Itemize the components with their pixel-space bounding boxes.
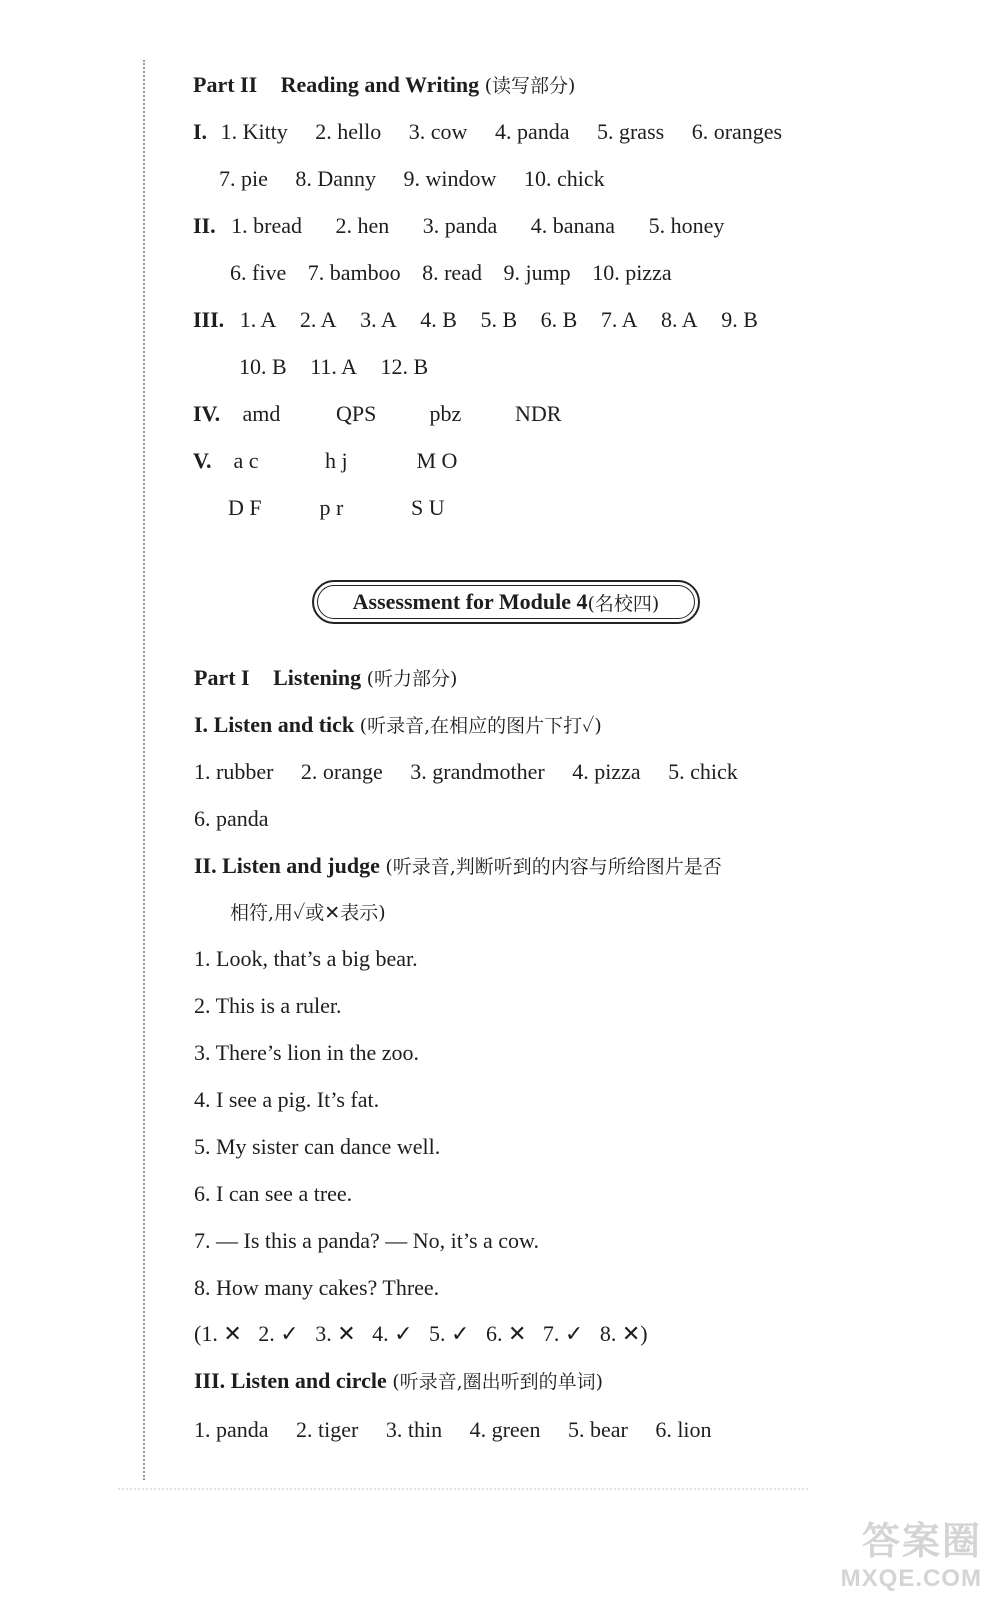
answer-item: 6. B (540, 307, 578, 332)
answer-item: 1. Kitty (220, 119, 288, 144)
part1-s1-row1 (194, 757, 760, 787)
part2-s3-row1 (193, 305, 758, 335)
answer-item: 4. pizza (572, 759, 641, 784)
part1-s1-heading (194, 710, 602, 741)
answer-item: 2. A (299, 307, 337, 332)
answer-item: 1. bread (231, 213, 302, 238)
answer-item: 8. A (661, 307, 698, 332)
part2-s2-row2 (230, 258, 694, 288)
answer-item: 10. chick (523, 166, 605, 191)
answer-item: S U (411, 495, 445, 520)
answer-item: 9. jump (503, 260, 571, 285)
part1-s1-title-cn: (听录音,在相应的图片下打✓) (359, 715, 602, 737)
answer-item: 7. bamboo (307, 260, 401, 285)
assessment-title-cn: (名校四) (587, 592, 660, 615)
answer-item: 6. oranges (691, 119, 783, 144)
answer-item: p r (319, 495, 344, 520)
answer-item: amd (242, 401, 281, 426)
answer-item: 4. B (420, 307, 457, 332)
sentence-item: 3. There’s lion in the zoo. (194, 1040, 420, 1065)
sentence-item: 8. How many cakes? Three. (194, 1275, 440, 1300)
answer-item: D F (228, 495, 262, 520)
part1-s3-title: Listen and circle (230, 1368, 387, 1393)
part2-title: Reading and Writing (280, 72, 480, 97)
assessment-title: Assessment for Module 4 (352, 589, 588, 614)
answer-item: 1. rubber (194, 759, 274, 784)
part1-s3-row1 (194, 1415, 712, 1445)
answer-item: 5. bear (567, 1417, 628, 1442)
part2-s3-row2 (239, 352, 450, 382)
answer-item: 9. window (403, 166, 497, 191)
sentence-item: 5. My sister can dance well. (194, 1134, 441, 1159)
answer-item: 2. hen (335, 213, 390, 238)
answer-item: 7. pie (219, 166, 268, 191)
part1-s2-title: Listen and judge (222, 853, 380, 878)
sentence-item: 6. I can see a tree. (194, 1181, 353, 1206)
answer-item: 3. panda (422, 213, 498, 238)
answer-item: 10. pizza (592, 260, 672, 285)
answer-item: 3. thin (385, 1417, 443, 1442)
part2-s2-row1 (193, 211, 746, 241)
sentence-item: 1. Look, that’s a big bear. (194, 946, 418, 971)
footer-faded-text (118, 1488, 808, 1492)
part1-s3-title-cn: (听录音,圈出听到的单词) (392, 1371, 604, 1393)
watermark-bottom: MXQE.COM (840, 1565, 982, 1592)
answer-item: 5. honey (648, 213, 725, 238)
part2-s2-num: II. (193, 213, 216, 238)
answer-item: a c (233, 448, 259, 473)
part2-heading (193, 70, 575, 101)
answer-item: 8. read (422, 260, 482, 285)
answer-item: 5. grass (596, 119, 665, 144)
part1-heading (194, 663, 457, 694)
answer-item: 2. orange (300, 759, 383, 784)
answer-item: 10. B (239, 354, 287, 379)
part2-s1-row2 (219, 164, 627, 194)
part2-s5-row2 (228, 493, 445, 523)
answer-item: 3. A (360, 307, 397, 332)
answer-item: 4. panda (494, 119, 570, 144)
answer-item: 9. B (721, 307, 758, 332)
answer-item: h j (325, 448, 348, 473)
answer-item: 1. A (239, 307, 277, 332)
part1-s2-heading (194, 851, 722, 882)
sentence-item: 2. This is a ruler. (194, 993, 342, 1018)
answer-item: 6. five (230, 260, 287, 285)
part1-title-cn: (听力部分) (366, 668, 458, 690)
part1-s1-title: Listen and tick (213, 712, 355, 737)
part2-s5-num: V. (193, 448, 212, 473)
part1-s2-answers: (1. ✕ 2. ✓ 3. ✕ 4. ✓ 5. ✓ 6. ✕ 7. ✓ 8. ✕) (194, 1321, 648, 1346)
answer-item: 11. A (310, 354, 358, 379)
part1-s1-num: I. (194, 712, 209, 737)
answer-item: 5. B (480, 307, 518, 332)
part2-s4-row (193, 399, 561, 429)
answer-item: 8. Danny (295, 166, 377, 191)
part1-label: Part I (194, 665, 250, 690)
part2-s4-num: IV. (193, 401, 221, 426)
answer-item: 12. B (380, 354, 429, 379)
sentence-item: 7. — Is this a panda? — No, it’s a cow. (194, 1228, 540, 1253)
answer-item: pbz (429, 401, 462, 426)
answer-item: NDR (515, 401, 562, 426)
answer-item: 5. chick (668, 759, 738, 784)
part2-label: Part II (193, 72, 258, 97)
part1-s1-row2: 6. panda (194, 806, 269, 831)
part1-s2-num: II. (194, 853, 217, 878)
part2-s3-num: III. (193, 307, 225, 332)
answer-item: 2. tiger (296, 1417, 359, 1442)
answer-item: 7. A (600, 307, 638, 332)
answer-item: 1. panda (194, 1417, 269, 1442)
watermark-top: 答案圈 (861, 1521, 982, 1563)
part1-s2-title-cn: (听录音,判断听到的内容与所给图片是否 (385, 856, 722, 878)
answer-item: 2. hello (315, 119, 382, 144)
part1-s3-num: III. (194, 1368, 226, 1393)
answer-item: 3. grandmother (410, 759, 545, 784)
part2-s1-row1 (193, 117, 804, 147)
part1-title: Listening (273, 665, 362, 690)
sentence-item: 4. I see a pig. It’s fat. (194, 1087, 380, 1112)
part1-s2-title-cn-2: 相符,用✓或✕表示) (230, 902, 386, 924)
answer-item: 4. banana (530, 213, 616, 238)
answer-item: M O (416, 448, 458, 473)
part2-s5-row1 (193, 446, 457, 476)
watermark-logo (812, 1510, 982, 1592)
part2-s1-num: I. (193, 119, 208, 144)
binding-margin-line (143, 60, 145, 1480)
answer-item: 3. cow (408, 119, 468, 144)
answer-item: QPS (336, 401, 377, 426)
assessment-banner (312, 580, 700, 624)
answer-item: 6. lion (655, 1417, 712, 1442)
answer-item: 4. green (469, 1417, 541, 1442)
part2-title-cn: (读写部分) (484, 75, 576, 97)
part1-s3-heading (194, 1366, 603, 1397)
